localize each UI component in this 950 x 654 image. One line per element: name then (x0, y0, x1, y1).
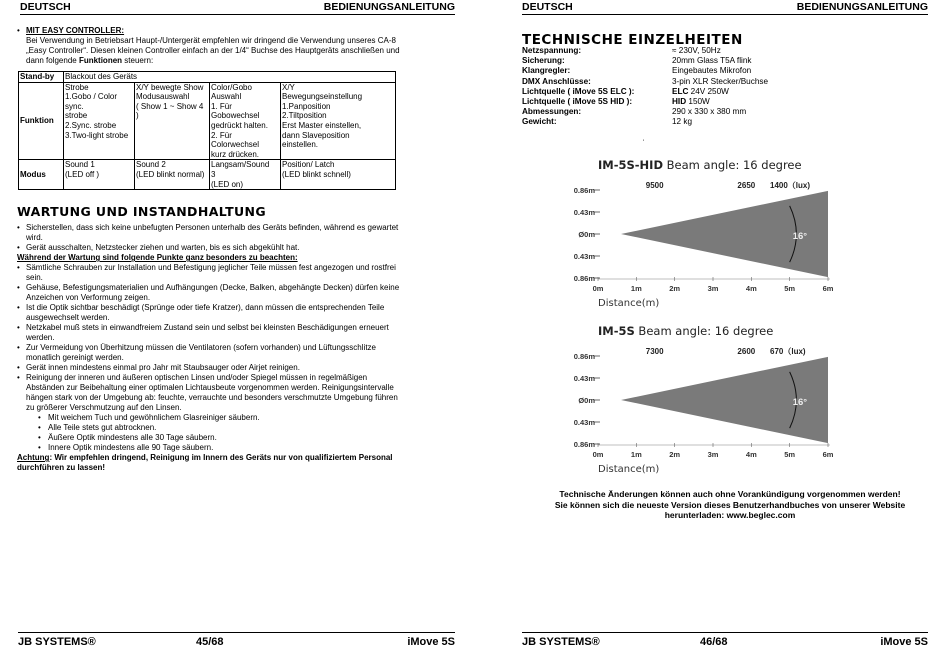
spec-heading: TECHNISCHE EINZELHEITEN (522, 32, 743, 48)
spec-value-bold: HID (672, 96, 687, 106)
cell-line: strobe (65, 111, 88, 121)
x-tick-label: 4m (745, 284, 757, 293)
list-item-line: • Netzkabel muß stets in einwandfreiem Zustand sein und selbst bei kleinsten Beschädigungen erneuert (26, 323, 389, 333)
list-item-line: • Gehäuse, Befestigungsmaterialien und Aufhängungen (Decke, Balken, abgehängte Decken) dürfen keine (26, 283, 400, 293)
cell-line: ( Show 1 ~ Show 4 (136, 101, 204, 111)
cell-line: Sound 1 (65, 160, 95, 170)
chart-title (598, 158, 802, 172)
cell-line: einstellen. (282, 140, 319, 150)
cell-line: Strobe (65, 82, 89, 92)
cell-line: (LED off ) (65, 169, 100, 179)
spec-key: Netzspannung: (522, 46, 582, 55)
list-item-line: Abständen zur Beibehaltung einer optimalen Lichtausbeute vorgenommen werden. Reinigungsintervalle (26, 383, 394, 393)
cell-line: Bewegungseinstellung (282, 92, 363, 102)
lux-label: 2650 (737, 181, 756, 190)
x-axis-title: Distance(m) (598, 464, 660, 475)
cell-line: Color/Gobo (211, 82, 252, 92)
x-tick-label: 4m (745, 450, 757, 459)
y-tick-label: 0.86m (573, 186, 595, 195)
y-tick-label: 0.43m (573, 208, 595, 217)
wartung-heading: WARTUNG UND INSTANDHALTUNG (17, 204, 267, 220)
cell-line: 2. Für (211, 130, 232, 140)
list-item-line: • Ist die Optik sichtbar beschädigt (Sprünge oder tiefe Kratzer), dann müssen die entsprechenden Teile (26, 303, 385, 313)
x-tick-label: 3m (707, 284, 719, 293)
cell-line: X/Y (282, 82, 295, 92)
x-tick-label: 2m (669, 450, 681, 459)
wartung-underline-heading: Während der Wartung sind folgende Punkte ganz besonders zu beachten: (17, 253, 298, 263)
wartung-bullet: • Gerät ausschalten, Netzstecker ziehen und warten, bis es sich abgekühlt hat. (17, 243, 427, 253)
list-item-line: • Sämtliche Schrauben zur Installation und Befestigung jeglicher Teile müssen fest angezogen und rostfrei (26, 263, 396, 273)
cell-line: Gobowechsel (211, 111, 260, 121)
table-label-funktion: Funktion (19, 82, 64, 160)
footer-model: iMove 5S (880, 636, 928, 648)
cell-line: X/Y bewegte Show (136, 82, 204, 92)
cell-line: 3 (211, 169, 216, 179)
cell-line: 2.Sync. strobe (65, 120, 117, 130)
lux-label: 9500 (645, 181, 664, 190)
y-tick-label: 0.43m (573, 374, 595, 383)
header-language: DEUTSCH (522, 1, 573, 13)
footer-model: iMove 5S (407, 636, 455, 648)
easy-bold: Funktionen (78, 56, 123, 65)
sub-list-item: • Innere Optik mindestens alle 90 Tage säubern. (17, 443, 427, 453)
lux-label: 7300 (645, 347, 664, 356)
cell-line: Colorwechsel (211, 140, 260, 150)
x-axis-title: Distance(m) (598, 298, 660, 309)
y-tick-label: Ø0m (578, 230, 595, 239)
spec-key: Abmessungen: (522, 107, 582, 117)
angle-label: 16° (792, 231, 808, 242)
cell-line: (LED blinkt normal) (136, 169, 205, 179)
list-item-line: zu größerer Verschmutzung auf den Linsen. (26, 403, 182, 413)
spec-value: 12 kg (672, 117, 693, 127)
bullet-line: • Sicherstellen, dass sich keine unbefugten Personen unterhalb des Geräts befinden, während es gewartet (26, 223, 399, 233)
spec-key: Sicherung: (522, 56, 565, 66)
notice-line: herunterladen: www.beglec.com (664, 510, 796, 520)
list-item-line: • Reinigung der inneren und äußeren optischen Linsen und/oder Spiegel müssen in regelmäßigen (26, 373, 368, 383)
stray-mark: ' (643, 140, 645, 146)
spec-key: Lichtquelle ( iMove 5S ELC ): (522, 86, 635, 96)
cell-line: Erst Master einstellen, (282, 120, 362, 130)
x-tick-label: 5m (784, 450, 796, 459)
cell-line: 1.Panposition (282, 101, 331, 111)
table-label-modus: Modus (19, 160, 64, 190)
x-tick-label: 6m (822, 284, 834, 293)
cell-line: 1. Für (211, 101, 232, 111)
chart-title-model: IM-5S (598, 324, 635, 338)
header-manual-title: BEDIENUNGSANLEITUNG (796, 1, 928, 13)
chart-title (598, 324, 773, 338)
lux-label: 670（lux) (770, 347, 806, 356)
list-item-line: • Zur Vermeidung von Überhitzung müssen die Ventilatoren (sofern vorhanden) und Lüftungsschlitze (26, 343, 376, 353)
achtung-text: : Wir empfehlen dringend, Reinigung im Innern des Geräts nur von qualifiziertem Personal (49, 453, 393, 463)
easy-controller-title: • MIT EASY CONTROLLER: (26, 26, 125, 35)
cell-line: kurz drücken. (211, 149, 260, 159)
list-item-line: sein. (26, 273, 43, 283)
table-label-standby: Stand-by (19, 72, 64, 83)
table-cell-standby: Blackout des Geräts (64, 72, 396, 83)
notice-line: Sie können sich die neueste Version dieses Benutzerhandbuches von unserer Website (554, 499, 906, 510)
x-tick-label: 0m (592, 284, 604, 293)
y-tick-label: 0.86m (573, 352, 595, 361)
x-tick-label: 5m (784, 284, 796, 293)
footer-page-number: 46/68 (700, 636, 728, 648)
footer-brand: JB SYSTEMS® (18, 636, 96, 648)
cell-line: dann Slaveposition (282, 130, 350, 140)
cell-line: sync. (65, 101, 84, 111)
x-tick-label: 3m (707, 450, 719, 459)
y-tick-label: 0.86m (573, 440, 595, 449)
bullet-line: wird. (26, 233, 43, 243)
spec-key: Gewicht: (522, 117, 557, 127)
cell-line: 2.Tiltposition (282, 111, 327, 121)
spec-value: 20mm Glass T5A flink (672, 56, 752, 66)
chart-title-angle: Beam angle: 16 degree (634, 324, 774, 338)
list-item-line: werden. (26, 333, 55, 343)
easy-line: „Easy Controller“. Diesen kleinen Controller einfach an der 1/4“ Buchse des Hauptgeräts anschließen und (26, 46, 400, 55)
cell-line: gedrückt halten. (211, 120, 268, 130)
cell-line: Modusauswahl (136, 92, 190, 102)
cell-line: 3.Two-light strobe (65, 130, 129, 140)
notice (510, 489, 950, 521)
header-manual-title: BEDIENUNGSANLEITUNG (323, 1, 455, 13)
x-tick-label: 1m (630, 284, 642, 293)
list-item-line: • Gerät innen mindestens einmal pro Jahr mit Staubsauger oder Airjet reinigen. (26, 363, 300, 373)
footer-brand: JB SYSTEMS® (522, 636, 600, 648)
achtung-label: Achtung (17, 453, 50, 463)
list-item-line: monatlich gereinigt werden. (26, 353, 124, 363)
y-tick-label: 0.86m (573, 274, 595, 283)
spec-value: 3-pin XLR Stecker/Buchse (672, 76, 769, 86)
cell-line: Sound 2 (136, 160, 166, 170)
cell-line: Position/ Latch (282, 160, 335, 170)
sub-list-item: • Alle Teile stets gut abtrocknen. (17, 423, 427, 433)
cell-line: (LED on) (211, 179, 244, 189)
angle-label: 16° (792, 397, 808, 408)
easy-text: dann folgende (26, 56, 79, 65)
spec-value: Eingebautes Mikrofon (672, 66, 752, 76)
achtung-line2: durchführen zu lassen! (17, 463, 106, 473)
y-tick-label: 0.43m (573, 252, 595, 261)
x-tick-label: 6m (822, 450, 834, 459)
spec-key: Klangregler: (522, 66, 571, 76)
lux-label: 1400（lux) (770, 181, 811, 190)
spec-value: 290 x 330 x 380 mm (672, 107, 747, 117)
header-language: DEUTSCH (20, 1, 71, 13)
x-tick-label: 2m (669, 284, 681, 293)
easy-line: Bei Verwendung in Betriebsart Haupt-/Untergerät empfehlen wir dringend die Verwendung unseres CA-8 (26, 36, 396, 45)
spec-key: DMX Anschlüsse: (522, 76, 591, 86)
sub-list-item: • Mit weichem Tuch und gewöhnlichem Glasreiniger säubern. (17, 413, 427, 423)
cell-line: Auswahl (211, 92, 242, 102)
spec-value-rest: 150W (686, 96, 710, 106)
list-item-line: ausgewechselt werden. (26, 313, 110, 323)
spec-value: ≈ 230V, 50Hz (672, 46, 721, 55)
spec-value-rest: 24V 250W (688, 86, 729, 96)
spec-key: Lichtquelle ( iMove 5S HID ): (522, 96, 633, 106)
x-tick-label: 1m (630, 450, 642, 459)
footer-page-number: 45/68 (196, 636, 224, 648)
x-tick-label: 0m (592, 450, 604, 459)
cell-line: ) (136, 111, 139, 121)
cell-line: (LED blinkt schnell) (282, 169, 351, 179)
chart-title-model: IM-5S-HID (598, 158, 664, 172)
easy-text: steuern: (122, 56, 154, 65)
sub-list-item: • Äußere Optik mindestens alle 30 Tage säubern. (17, 433, 427, 443)
cell-line: Langsam/Sound (211, 160, 270, 170)
lux-label: 2600 (737, 347, 756, 356)
chart-title-angle: Beam angle: 16 degree (663, 158, 802, 172)
list-item-line: Anzeichen von Verformung zeigen. (26, 293, 151, 303)
y-tick-label: 0.43m (573, 418, 595, 427)
y-tick-label: Ø0m (578, 396, 595, 405)
cell-line: 1.Gobo / Color (65, 92, 118, 102)
list-item-line: hängen stark von der Umgebung ab: feuchte, verrauchte und besonders verschmutzte Umgebung führen (26, 393, 398, 403)
spec-value-bold: ELC (672, 86, 689, 96)
notice-line: Technische Änderungen können auch ohne Vorankündigung vorgenommen werden! (559, 489, 901, 499)
